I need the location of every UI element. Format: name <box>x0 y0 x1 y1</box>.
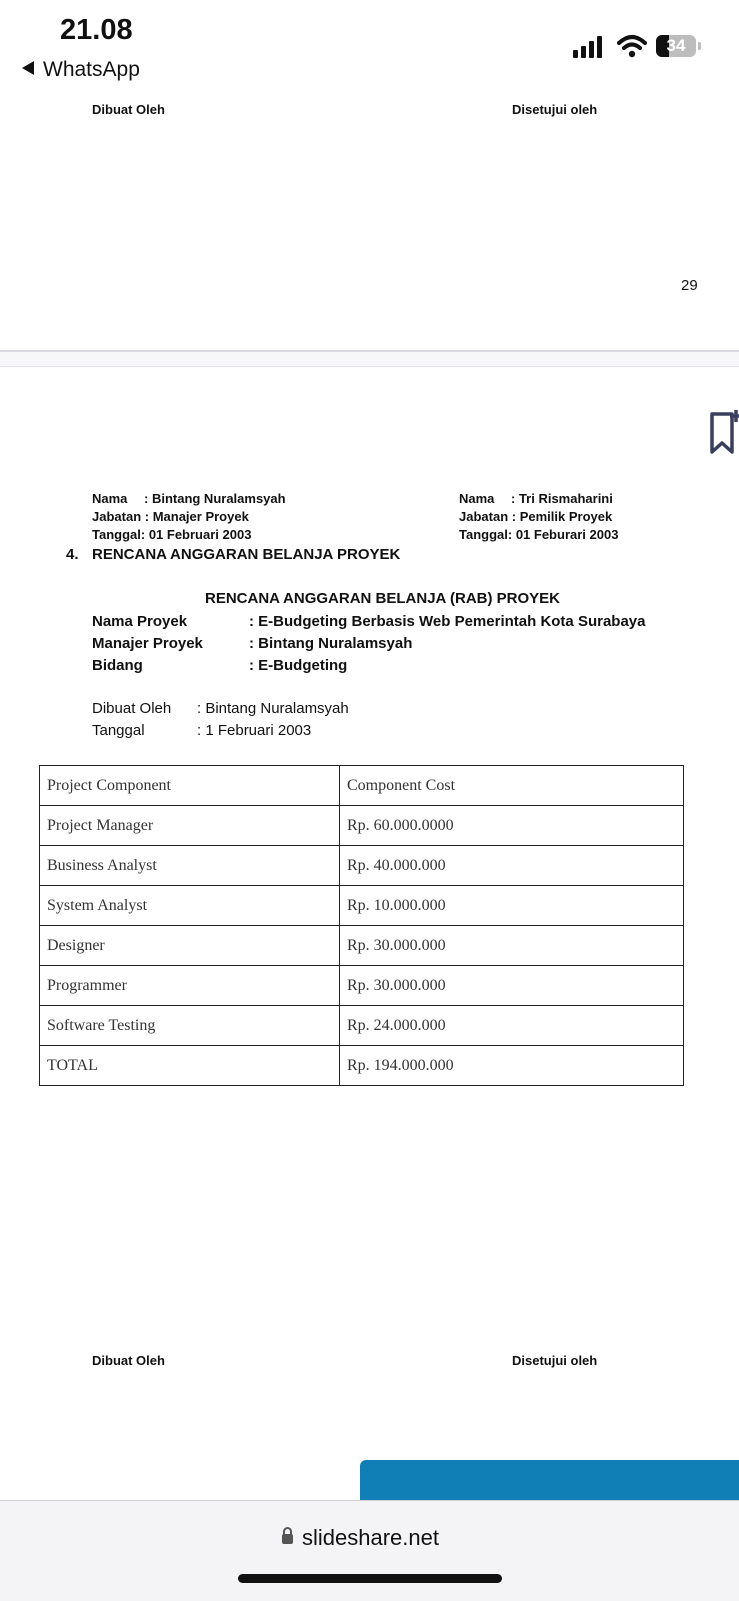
table-row <box>40 806 684 846</box>
role-value: : Manajer Proyek <box>144 509 249 524</box>
date-label: Tanggal <box>92 722 145 739</box>
home-indicator[interactable] <box>238 1574 502 1583</box>
url-display[interactable] <box>282 1525 439 1551</box>
approved-by-label-bottom: Disetujui oleh <box>512 1353 598 1368</box>
status-time: 21.08 <box>60 14 133 46</box>
table-header-row <box>40 766 684 806</box>
component-cell: Software Testing <box>40 1006 340 1046</box>
field-label: Bidang <box>92 657 143 674</box>
date-value: : 01 Februari 2003 <box>140 527 252 542</box>
cost-cell: Rp. 24.000.000 <box>340 1006 684 1046</box>
project-name-label: Nama Proyek <box>92 613 188 630</box>
component-cell: Project Manager <box>40 806 340 846</box>
table-row <box>40 886 684 926</box>
header-cell: Component Cost <box>340 766 684 806</box>
section-heading <box>66 546 400 563</box>
page-number: 29 <box>681 277 698 294</box>
cost-table <box>39 765 684 1086</box>
component-cell: Designer <box>40 926 340 966</box>
table-total-row <box>40 1046 684 1086</box>
signal-icon <box>573 36 605 58</box>
signature-right <box>459 490 618 544</box>
rab-title: RENCANA ANGGARAN BELANJA (RAB) PROYEK <box>205 590 561 607</box>
total-label-cell: TOTAL <box>40 1046 340 1086</box>
manager-label: Manajer Proyek <box>92 635 203 652</box>
role-label: Jabatan <box>92 509 142 524</box>
cost-cell: Rp. 30.000.000 <box>340 966 684 1006</box>
lock-icon <box>282 1534 293 1544</box>
name-label: Nama <box>92 491 128 506</box>
back-arrow-icon <box>22 61 34 75</box>
name-label: Nama <box>459 491 495 506</box>
made-by-details <box>92 698 349 742</box>
made-by-label-bottom: Dibuat Oleh <box>92 1353 165 1368</box>
project-details <box>92 611 645 677</box>
back-app-label: WhatsApp <box>43 58 140 81</box>
total-cost-cell: Rp. 194.000.000 <box>340 1046 684 1086</box>
approved-by-label: Disetujui oleh <box>512 102 598 117</box>
made-by-label: Dibuat Oleh <box>92 102 165 117</box>
section-title: RENCANA ANGGARAN BELANJA PROYEK <box>92 546 401 563</box>
project-name-value: : E-Budgeting Berbasis Web Pemerintah Kota Surabaya <box>249 613 646 630</box>
manager-value: : Bintang Nuralamsyah <box>249 635 413 652</box>
bookmark-add-icon[interactable] <box>708 410 739 458</box>
battery-icon <box>656 35 696 57</box>
url-text: slideshare.net <box>302 1525 439 1550</box>
role-value: : Pemilik Proyek <box>511 509 613 524</box>
name-value: : Bintang Nuralamsyah <box>144 491 286 506</box>
table-row <box>40 1006 684 1046</box>
wifi-icon <box>617 34 647 58</box>
date-label: Tanggal <box>459 527 508 542</box>
cost-cell: Rp. 60.000.0000 <box>340 806 684 846</box>
component-cell: Business Analyst <box>40 846 340 886</box>
made-by-value: : Bintang Nuralamsyah <box>197 700 349 717</box>
role-label: Jabatan <box>459 509 509 524</box>
made-by-label: Dibuat Oleh <box>92 700 172 717</box>
table-row <box>40 846 684 886</box>
signature-left <box>92 490 286 544</box>
cost-cell: Rp. 30.000.000 <box>340 926 684 966</box>
header-cell: Project Component <box>40 766 340 806</box>
table-row <box>40 966 684 1006</box>
date-label: Tanggal <box>92 527 141 542</box>
page-divider <box>0 350 739 367</box>
table-row <box>40 926 684 966</box>
component-cell: System Analyst <box>40 886 340 926</box>
cost-cell: Rp. 40.000.000 <box>340 846 684 886</box>
component-cell: Programmer <box>40 966 340 1006</box>
battery-level: 34 <box>666 36 686 55</box>
name-value: : Tri Rismaharini <box>511 491 613 506</box>
cost-cell: Rp. 10.000.000 <box>340 886 684 926</box>
date-value: : 01 Feburari 2003 <box>507 527 619 542</box>
field-value: : E-Budgeting <box>249 657 348 674</box>
section-number: 4. <box>66 546 79 563</box>
back-to-app-button[interactable] <box>22 58 140 82</box>
date-value: : 1 Februari 2003 <box>197 722 312 739</box>
